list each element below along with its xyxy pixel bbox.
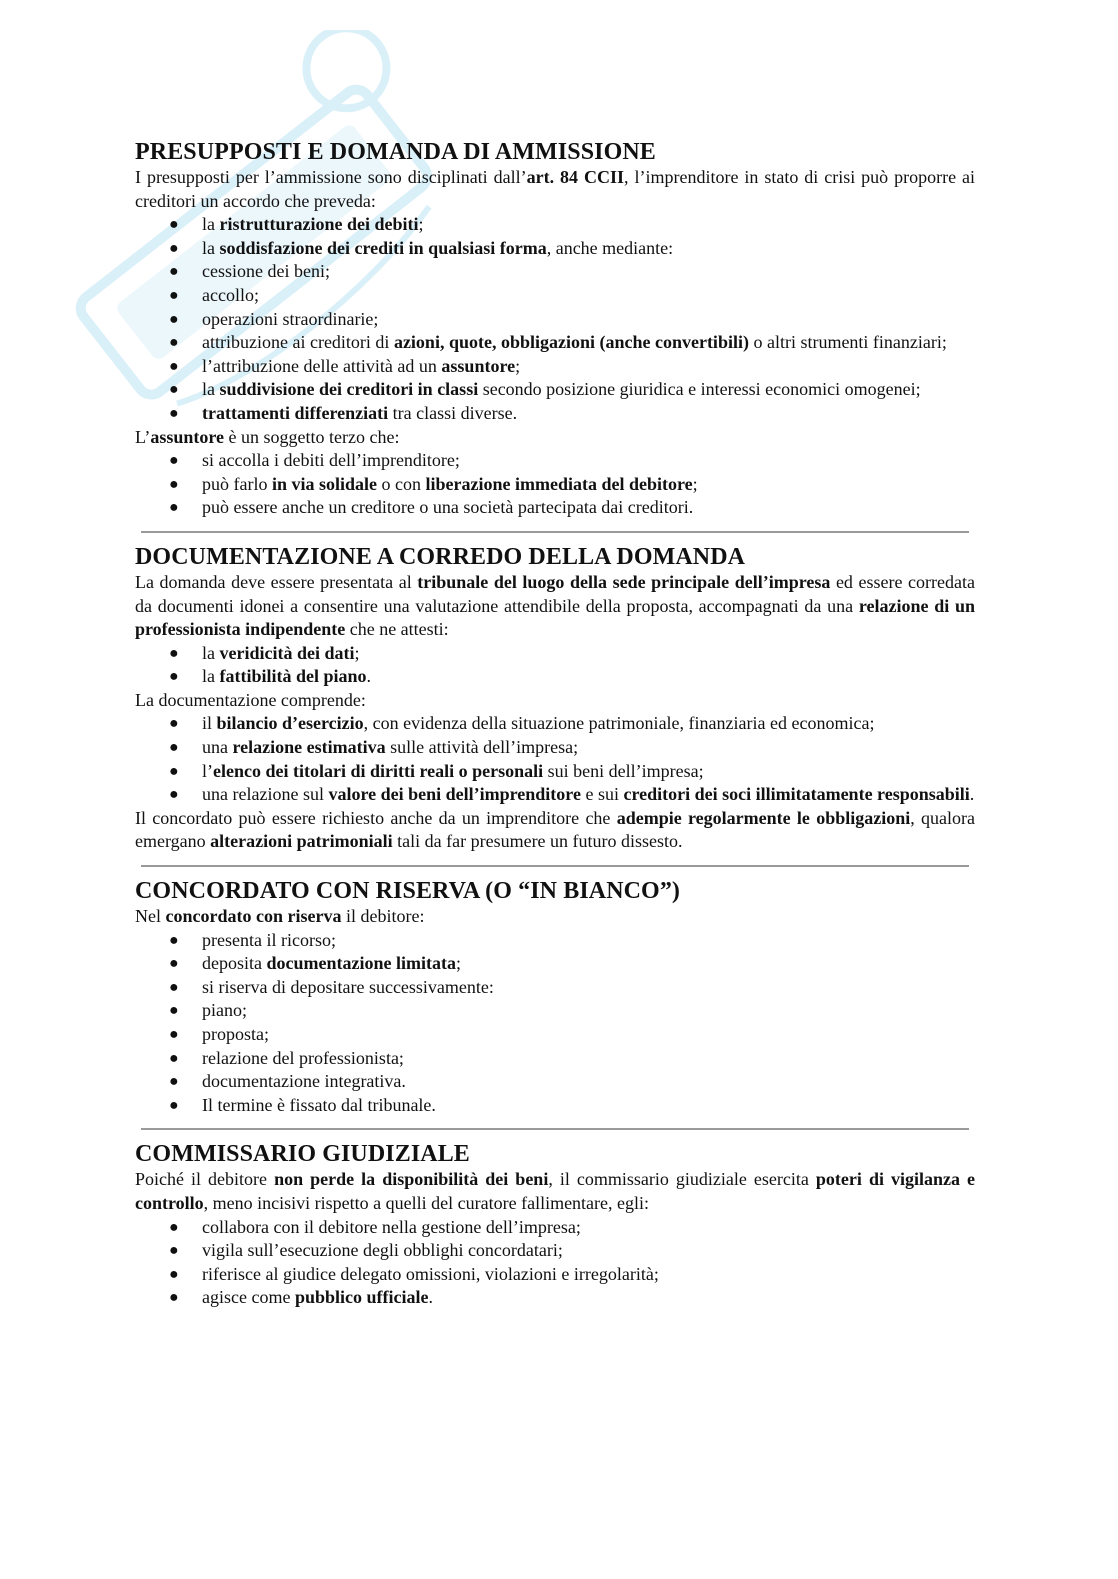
list-item	[135, 213, 975, 237]
list-item	[135, 308, 975, 332]
list-item	[135, 1023, 975, 1047]
list-item	[135, 736, 975, 760]
list-item-text: può essere anche un creditore o una società partecipata dai creditori.	[202, 497, 694, 518]
list-item	[135, 976, 975, 1000]
list-item	[135, 355, 975, 379]
list-item	[135, 1047, 975, 1071]
bullet-icon: ●	[169, 1289, 179, 1307]
list-item	[135, 1286, 975, 1310]
list-item-text: la veridicità dei dati;	[202, 642, 360, 663]
bullet-icon: ●	[169, 762, 179, 780]
list-item-text: si accolla i debiti dell’imprenditore;	[202, 450, 460, 471]
list-item	[135, 712, 975, 736]
list-item	[135, 378, 975, 402]
paragraph: L’assuntore è un soggetto terzo che:	[135, 426, 400, 447]
list-item-text: operazioni straordinarie;	[202, 308, 379, 329]
list-item	[135, 1094, 975, 1118]
list-item	[135, 999, 975, 1023]
bullet-list	[135, 449, 975, 520]
section-heading: CONCORDATO CON RISERVA (O “IN BIANCO”)	[135, 878, 681, 905]
list-item-text: accollo;	[202, 284, 259, 305]
bullet-icon: ●	[169, 357, 179, 375]
paragraph: Il concordato può essere richiesto anche da un imprenditore che adempie regolarmente le obbligazioni, qualora emergano alterazioni patrimoniali tali da far presumere un futuro dissesto.	[135, 807, 975, 852]
section-heading: COMMISSARIO GIUDIZIALE	[135, 1141, 470, 1168]
list-item	[135, 449, 975, 473]
list-item	[135, 1070, 975, 1094]
list-item-text: una relazione sul valore dei beni dell’imprenditore e sui creditori dei soci illimitatamente responsabili.	[202, 784, 975, 805]
section-1	[135, 543, 975, 854]
bullet-icon: ●	[169, 475, 179, 493]
bullet-icon: ●	[169, 404, 179, 422]
list-item-text: proposta;	[202, 1024, 269, 1044]
list-item-text: cessione dei beni;	[202, 261, 330, 282]
list-item-text: riferisce al giudice delegato omissioni, violazioni e irregolarità;	[202, 1263, 659, 1284]
section-divider	[141, 1128, 969, 1130]
paragraph: I presupposti per l’ammissione sono disciplinati dall’art. 84 CCII, l’imprenditore in stato di crisi può proporre ai creditori un accordo che preveda:	[135, 167, 975, 211]
bullet-list	[135, 1216, 975, 1310]
list-item	[135, 1263, 975, 1287]
list-item-text: attribuzione ai creditori di azioni, quote, obbligazioni (anche convertibili) o altri strumenti finanziari;	[202, 332, 947, 353]
bullet-list	[135, 642, 975, 689]
list-item	[135, 783, 975, 807]
list-item-text: può farlo in via solidale o con liberazione immediata del debitore;	[202, 473, 698, 494]
section-divider	[141, 865, 969, 867]
list-item-text: l’elenco dei titolari di diritti reali o personali sui beni dell’impresa;	[202, 760, 704, 781]
bullet-icon: ●	[169, 668, 179, 686]
bullet-list	[135, 213, 975, 425]
section-3	[135, 1140, 975, 1310]
list-item-text: presenta il ricorso;	[202, 929, 336, 950]
bullet-icon: ●	[169, 739, 179, 757]
bullet-icon: ●	[169, 499, 179, 517]
section-0	[135, 138, 975, 520]
bullet-icon: ●	[169, 1026, 179, 1043]
bullet-icon: ●	[169, 263, 179, 281]
bullet-icon: ●	[169, 644, 179, 662]
bullet-icon: ●	[169, 1242, 179, 1260]
list-item-text: agisce come pubblico ufficiale.	[202, 1287, 433, 1308]
bullet-icon: ●	[169, 1096, 179, 1114]
paragraph: Poiché il debitore non perde la disponibilità dei beni, il commissario giudiziale esercita poteri di vigilanza e controllo, meno incisivi rispetto a quelli del curatore fallimentare, egli:	[135, 1169, 976, 1213]
section-heading: PRESUPPOSTI E DOMANDA DI AMMISSIONE	[135, 139, 656, 165]
list-item-text: deposita documentazione limitata;	[202, 953, 461, 974]
bullet-icon: ●	[169, 1218, 179, 1236]
list-item-text: trattamenti differenziati tra classi diverse.	[202, 402, 518, 423]
list-item	[135, 331, 975, 355]
list-item-text: si riserva di depositare successivamente:	[202, 976, 494, 997]
document-page	[135, 138, 975, 1310]
list-item	[135, 260, 975, 284]
paragraph: Nel concordato con riserva il debitore:	[135, 906, 425, 927]
list-item	[135, 642, 975, 666]
bullet-icon: ●	[169, 1002, 179, 1020]
bullet-icon: ●	[169, 286, 179, 304]
list-item-text: collabora con il debitore nella gestione dell’impresa;	[202, 1216, 581, 1237]
bullet-icon: ●	[169, 1073, 179, 1091]
list-item	[135, 760, 975, 784]
list-item	[135, 284, 975, 308]
list-item-text: la soddisfazione dei crediti in qualsiasi forma, anche mediante:	[202, 237, 674, 258]
bullet-icon: ●	[169, 1265, 179, 1283]
list-item	[135, 473, 975, 497]
paragraph: La domanda deve essere presentata al tribunale del luogo della sede principale dell’impresa ed essere corredata da documenti idonei a consentire una valutazione attendibile della proposta, accompagnati da una relazione di un professionista indipendente che ne attesti:	[135, 571, 975, 640]
list-item	[135, 1239, 975, 1263]
list-item	[135, 665, 975, 689]
list-item-text: vigila sull’esecuzione degli obblighi concordatari;	[202, 1240, 563, 1261]
list-item	[135, 1216, 975, 1240]
list-item-text: la suddivisione dei creditori in classi secondo posizione giuridica e interessi economici omogenei;	[202, 379, 921, 400]
bullet-icon: ●	[169, 1049, 179, 1067]
list-item	[135, 952, 975, 976]
bullet-list	[135, 929, 975, 1118]
bullet-icon: ●	[169, 310, 179, 328]
list-item	[135, 929, 975, 953]
section-heading: DOCUMENTAZIONE A CORREDO DELLA DOMANDA	[135, 543, 746, 570]
list-item-text: il bilancio d’esercizio, con evidenza della situazione patrimoniale, finanziaria ed economica;	[202, 713, 875, 734]
bullet-icon: ●	[169, 715, 179, 733]
list-item-text: la fattibilità del piano.	[202, 666, 372, 687]
list-item	[135, 237, 975, 261]
list-item-text: la ristrutturazione dei debiti;	[202, 214, 424, 235]
list-item-text: piano;	[202, 1000, 247, 1021]
bullet-icon: ●	[169, 452, 179, 470]
bullet-icon: ●	[169, 978, 179, 996]
bullet-icon: ●	[169, 239, 179, 257]
bullet-icon: ●	[169, 786, 179, 804]
list-item-text: l’attribuzione delle attività ad un assuntore;	[202, 355, 521, 376]
section-2	[135, 877, 975, 1117]
list-item-text: relazione del professionista;	[202, 1047, 404, 1068]
paragraph: La documentazione comprende:	[135, 689, 366, 710]
section-divider	[141, 531, 969, 533]
bullet-icon: ●	[169, 334, 179, 352]
list-item-text: documentazione integrativa.	[202, 1071, 406, 1092]
bullet-icon: ●	[169, 931, 179, 949]
bullet-icon: ●	[169, 216, 179, 234]
bullet-icon: ●	[169, 381, 179, 399]
bullet-icon: ●	[169, 955, 179, 973]
bullet-list	[135, 712, 975, 806]
list-item-text: Il termine è fissato dal tribunale.	[202, 1094, 436, 1115]
list-item	[135, 402, 975, 426]
list-item-text: una relazione estimativa sulle attività dell’impresa;	[202, 737, 579, 758]
list-item	[135, 496, 975, 520]
